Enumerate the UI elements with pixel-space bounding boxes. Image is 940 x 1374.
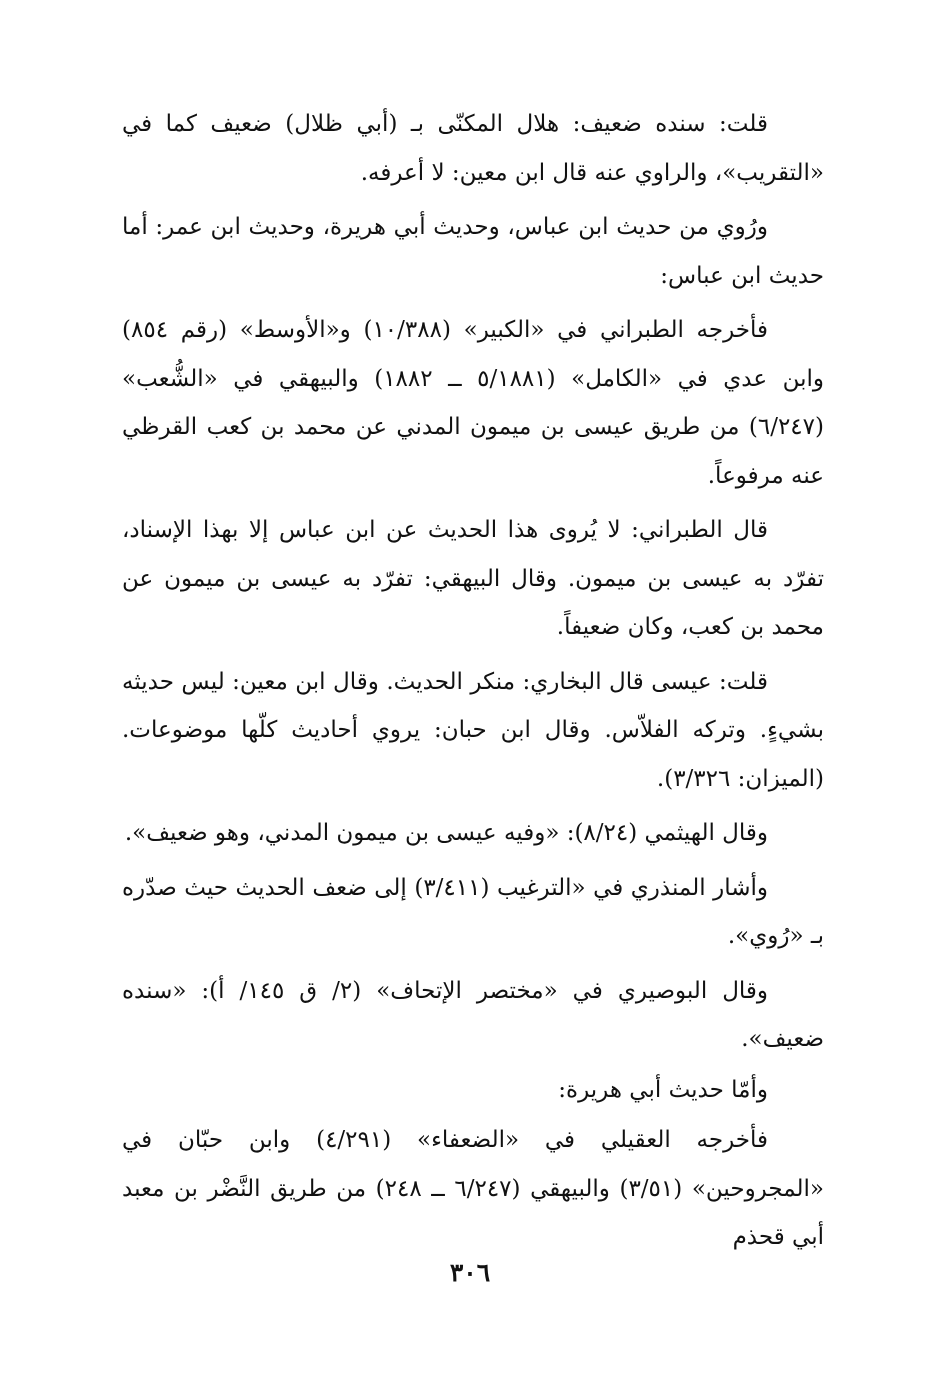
paragraph: فأخرجه العقيلي في «الضعفاء» (٤/٢٩١) وابن حبّان في «المجروحين» (٣/٥١) والبيهقي (٦/٢٤٧ ــ ٢٤٨) من طريق النَّضْر بن معبد أبي قحذم [122, 1127, 824, 1250]
paragraph: فأخرجه الطبراني في «الكبير» (١٠/٣٨٨) و«الأوسط» (رقم ٨٥٤) وابن عدي في «الكامل» (٥/١٨٨١ ــ ١٨٨٢) والبيهقي في «الشُّعب» (٦/٢٤٧) من طريق عيسى بن ميمون المدني عن محمد بن كعب القرظي عنه مرفوعاً. [122, 317, 824, 489]
paragraph: قلت: سنده ضعيف: هلال المكنّى بـ (أبي ظلال) ضعيف كما في «التقريب»، والراوي عنه قال ابن معين: لا أعرفه. [122, 111, 824, 186]
paragraph: قال الطبراني: لا يُروى هذا الحديث عن ابن عباس إلا بهذا الإسناد، تفرّد به عيسى بن ميمون. وقال البيهقي: تفرّد به عيسى بن ميمون عن محمد بن كعب، وكان ضعيفاً. [122, 517, 824, 640]
page-number: ٣٠٦ [449, 1258, 491, 1287]
paragraph: قلت: عيسى قال البخاري: منكر الحديث. وقال ابن معين: ليس حديثه بشيءٍ. وتركه الفلاّس. وقال ابن حبان: يروي أحاديث كلّها موضوعات. (الميزان: ٣/٣٢٦). [122, 668, 824, 792]
paragraph: وقال الهيثمي (٨/٢٤): «وفيه عيسى بن ميمون المدني، وهو ضعيف». [124, 820, 768, 846]
body-text [122, 100, 824, 1268]
paragraph: وأشار المنذري في «الترغيب (٣/٤١١) إلى ضعف الحديث حيث صدّره بـ «رُوي». [122, 874, 824, 949]
paragraph: وقال البوصيري في «مختصر الإتحاف» (٢/ ق ١٤٥/ أ): «سنده ضعيف». [122, 977, 824, 1052]
paragraph: وأمّا حديث أبي هريرة: [558, 1076, 768, 1103]
paragraph: ورُوي من حديث ابن عباس، وحديث أبي هريرة، وحديث ابن عمر: أما حديث ابن عباس: [122, 214, 824, 289]
